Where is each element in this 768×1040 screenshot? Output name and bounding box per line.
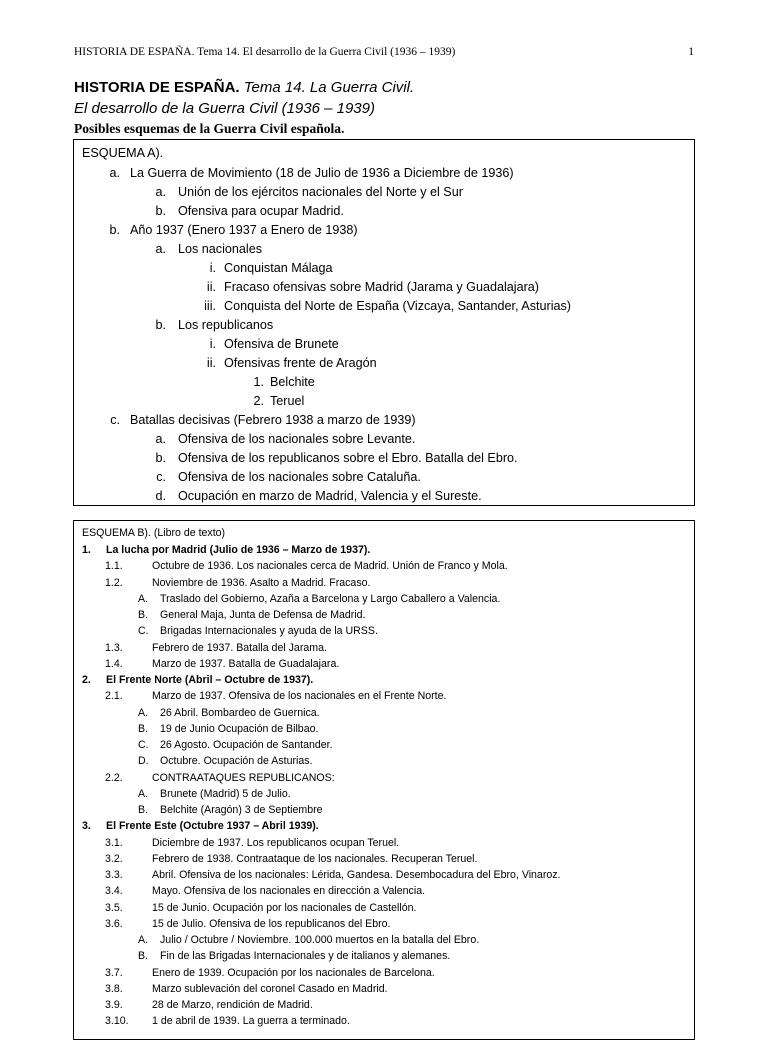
- list-marker: i.: [209, 261, 216, 275]
- scheme-b-item: [74, 997, 694, 1013]
- scheme-a-item: [74, 297, 694, 316]
- scheme-b-item: [74, 656, 694, 672]
- scheme-a-item: [74, 183, 694, 202]
- list-marker: A.: [138, 706, 149, 719]
- list-marker: D.: [138, 755, 149, 768]
- list-marker: 2.1.: [105, 690, 123, 703]
- list-item-text: Febrero de 1937. Batalla del Jarama.: [152, 641, 327, 654]
- list-item-text: Abril. Ofensiva de los nacionales: Lérida, Gandesa. Desembocadura del Ebro, Vinaroz.: [152, 869, 561, 881]
- scheme-a-item: [74, 373, 694, 392]
- list-marker: b.: [155, 204, 166, 218]
- scheme-b-section: [74, 542, 694, 558]
- list-marker: 3.8.: [105, 982, 123, 995]
- scheme-b-item: [74, 835, 694, 851]
- list-marker: d.: [155, 489, 166, 503]
- scheme-a-item: [74, 487, 694, 506]
- list-item-text: Ofensiva de los nacionales sobre Cataluña.: [178, 470, 421, 484]
- list-marker: i.: [209, 337, 216, 351]
- scheme-b-item: [74, 802, 694, 818]
- running-title: HISTORIA DE ESPAÑA. Tema 14. El desarrollo de la Guerra Civil (1936 – 1939): [74, 46, 456, 58]
- list-marker: 3.5.: [105, 901, 123, 914]
- list-marker: B.: [138, 950, 149, 963]
- list-item-text: Enero de 1939. Ocupación por los nacionales de Barcelona.: [152, 966, 435, 979]
- list-marker: 2.: [82, 674, 91, 686]
- scheme-b-item: [74, 558, 694, 574]
- list-marker: ii.: [206, 356, 216, 370]
- list-item-text: Conquistan Málaga: [224, 261, 333, 275]
- scheme-b-item: [74, 575, 694, 591]
- list-item-text: Belchite: [270, 375, 315, 389]
- scheme-a-item: [74, 259, 694, 278]
- scheme-b-item: [74, 737, 694, 753]
- scheme-a-item: [74, 468, 694, 487]
- list-item-text: Unión de los ejércitos nacionales del Norte y el Sur: [178, 185, 463, 199]
- scheme-a-item: [74, 392, 694, 411]
- list-item-text: Octubre de 1936. Los nacionales cerca de Madrid. Unión de Franco y Mola.: [152, 560, 508, 573]
- scheme-b-heading: ESQUEMA B). (Libro de texto): [82, 527, 226, 539]
- scheme-b-item: [74, 770, 694, 786]
- list-item-text: Ofensiva de los republicanos sobre el Ebro. Batalla del Ebro.: [178, 451, 518, 465]
- scheme-a-item: [74, 278, 694, 297]
- list-item-text: 19 de Junio Ocupación de Bilbao.: [160, 722, 319, 735]
- list-item-text: Febrero de 1938. Contraataque de los nacionales. Recuperan Teruel.: [152, 852, 478, 865]
- list-item-text: Conquista del Norte de España (Vizcaya, Santander, Asturias): [224, 299, 571, 313]
- scheme-b-item: [74, 753, 694, 769]
- scheme-b-item: [74, 721, 694, 737]
- list-item-text: General Maja, Junta de Defensa de Madrid.: [160, 609, 366, 621]
- list-item-text: Brigadas Internacionales y ayuda de la URSS.: [160, 625, 378, 638]
- title-bold: HISTORIA DE ESPAÑA.: [74, 79, 240, 96]
- list-item-text: Marzo de 1937. Batalla de Guadalajara.: [152, 657, 340, 670]
- scheme-b-item: [74, 1013, 694, 1029]
- list-marker: B.: [138, 804, 149, 816]
- list-item-text: Julio / Octubre / Noviembre. 100.000 muertos en la batalla del Ebro.: [160, 934, 480, 946]
- list-item-text: Octubre. Ocupación de Asturias.: [160, 755, 313, 768]
- title-italic: Tema 14. La Guerra Civil.: [243, 79, 415, 96]
- scheme-b-item: [74, 883, 694, 899]
- list-marker: 2.2.: [105, 771, 123, 784]
- list-item-text: 15 de Julio. Ofensiva de los republicanos del Ebro.: [152, 917, 391, 930]
- list-item-text: El Frente Este (Octubre 1937 – Abril 1939).: [106, 820, 319, 833]
- list-item-text: Teruel: [270, 394, 305, 408]
- list-marker: C.: [138, 625, 149, 638]
- list-marker: 3.4.: [105, 885, 123, 898]
- list-item-text: Marzo sublevación del coronel Casado en Madrid.: [152, 982, 388, 995]
- list-marker: c.: [156, 470, 166, 484]
- list-item-text: El Frente Norte (Abril – Octubre de 1937).: [106, 674, 314, 686]
- list-marker: iii.: [204, 299, 216, 313]
- scheme-b-item: [74, 607, 694, 623]
- list-marker: 1.: [82, 544, 91, 556]
- list-item-text: Los nacionales: [178, 242, 263, 256]
- list-marker: 3.7.: [105, 966, 123, 979]
- list-item-text: Ofensivas frente de Aragón: [224, 356, 377, 370]
- scheme-b-item: [74, 900, 694, 916]
- list-marker: 3.1.: [105, 836, 123, 849]
- scheme-a-item: [74, 202, 694, 221]
- list-item-text: 15 de Junio. Ocupación por los nacionales de Castellón.: [152, 901, 417, 914]
- scheme-b-item: [74, 640, 694, 656]
- scheme-b-item: [74, 981, 694, 997]
- list-marker: a.: [155, 242, 166, 256]
- list-marker: 1.4.: [105, 657, 123, 670]
- list-marker: 3.6.: [105, 917, 123, 930]
- list-item-text: Traslado del Gobierno, Azaña a Barcelona y Largo Caballero a Valencia.: [160, 592, 501, 605]
- list-item-text: Belchite (Aragón) 3 de Septiembre: [160, 804, 323, 816]
- scheme-a-item: [74, 316, 694, 335]
- scheme-b-item: [74, 623, 694, 639]
- list-item-text: 28 de Marzo, rendición de Madrid.: [152, 999, 313, 1011]
- list-item-text: Ofensiva de los nacionales sobre Levante.: [178, 432, 416, 446]
- list-marker: b.: [155, 318, 166, 332]
- document-subtitle: El desarrollo de la Guerra Civil (1936 – 1939): [74, 100, 375, 117]
- scheme-b-box: [73, 520, 695, 1040]
- list-item-text: La Guerra de Movimiento (18 de Julio de 1936 a Diciembre de 1936): [130, 166, 514, 180]
- list-marker: ii.: [206, 280, 216, 294]
- scheme-b-section: [74, 818, 694, 834]
- list-marker: B.: [138, 722, 149, 735]
- scheme-b-item: [74, 916, 694, 932]
- scheme-b-item: [74, 688, 694, 704]
- list-marker: 1.2.: [105, 576, 123, 589]
- list-marker: A.: [138, 934, 149, 946]
- list-item-text: Año 1937 (Enero 1937 a Enero de 1938): [130, 223, 358, 237]
- scheme-b-item: [74, 786, 694, 802]
- scheme-a-item: [74, 240, 694, 259]
- list-marker: 3.9.: [105, 999, 123, 1011]
- scheme-a-item: [74, 164, 694, 183]
- list-marker: a.: [155, 432, 166, 446]
- scheme-a-item: [74, 221, 694, 240]
- list-marker: b.: [155, 451, 166, 465]
- running-header: [74, 46, 694, 58]
- list-marker: a.: [109, 166, 120, 180]
- scheme-a-heading: ESQUEMA A).: [82, 146, 164, 160]
- list-marker: 1.: [253, 375, 264, 389]
- list-item-text: La lucha por Madrid (Julio de 1936 – Marzo de 1937).: [106, 544, 371, 556]
- list-marker: c.: [110, 413, 120, 427]
- scheme-a-item: [74, 354, 694, 373]
- scheme-a-item: [74, 335, 694, 354]
- list-marker: A.: [138, 592, 149, 605]
- scheme-a-box: [73, 139, 695, 506]
- list-item-text: Los republicanos: [178, 318, 274, 332]
- list-item-text: Diciembre de 1937. Los republicanos ocupan Teruel.: [152, 836, 400, 849]
- list-item-text: Fin de las Brigadas Internacionales y de italianos y alemanes.: [160, 950, 451, 963]
- list-item-text: Marzo de 1937. Ofensiva de los nacionales en el Frente Norte.: [152, 690, 447, 703]
- list-item-text: Ofensiva de Brunete: [224, 337, 339, 351]
- section-heading: Posibles esquemas de la Guerra Civil española.: [74, 121, 345, 136]
- list-marker: 3.3.: [105, 869, 123, 881]
- scheme-b-item: [74, 851, 694, 867]
- scheme-a-item: [74, 411, 694, 430]
- document-title: [74, 78, 714, 98]
- list-marker: B.: [138, 609, 149, 621]
- list-marker: 2.: [253, 394, 264, 408]
- list-item-text: 26 Agosto. Ocupación de Santander.: [160, 739, 333, 751]
- list-item-text: CONTRAATAQUES REPUBLICANOS:: [152, 771, 335, 784]
- list-item-text: Mayo. Ofensiva de los nacionales en dirección a Valencia.: [152, 885, 426, 898]
- scheme-b-item: [74, 932, 694, 948]
- list-item-text: Batallas decisivas (Febrero 1938 a marzo de 1939): [130, 413, 416, 427]
- title-block: [74, 78, 714, 137]
- scheme-b-section: [74, 672, 694, 688]
- list-marker: 1.3.: [105, 641, 123, 654]
- list-item-text: 1 de abril de 1939. La guerra a terminado.: [152, 1015, 350, 1028]
- scheme-b-item: [74, 948, 694, 964]
- list-item-text: Fracaso ofensivas sobre Madrid (Jarama y Guadalajara): [224, 280, 539, 294]
- scheme-b-item: [74, 965, 694, 981]
- list-item-text: Noviembre de 1936. Asalto a Madrid. Fracaso.: [152, 576, 371, 589]
- page-number: 1: [688, 46, 694, 58]
- list-marker: a.: [155, 185, 166, 199]
- list-marker: 3.10.: [105, 1015, 129, 1028]
- list-item-text: Brunete (Madrid) 5 de Julio.: [160, 787, 291, 800]
- list-marker: 3.: [82, 820, 91, 833]
- list-item-text: Ofensiva para ocupar Madrid.: [178, 204, 344, 218]
- list-item-text: Ocupación en marzo de Madrid, Valencia y el Sureste.: [178, 489, 482, 503]
- list-item-text: 26 Abril. Bombardeo de Guernica.: [160, 706, 320, 719]
- list-marker: b.: [109, 223, 120, 237]
- list-marker: 3.2.: [105, 852, 123, 865]
- list-marker: 1.1.: [105, 560, 123, 573]
- scheme-a-item: [74, 449, 694, 468]
- scheme-b-item: [74, 591, 694, 607]
- scheme-a-item: [74, 430, 694, 449]
- list-marker: C.: [138, 739, 149, 751]
- list-marker: A.: [138, 787, 149, 800]
- scheme-b-item: [74, 705, 694, 721]
- scheme-b-item: [74, 867, 694, 883]
